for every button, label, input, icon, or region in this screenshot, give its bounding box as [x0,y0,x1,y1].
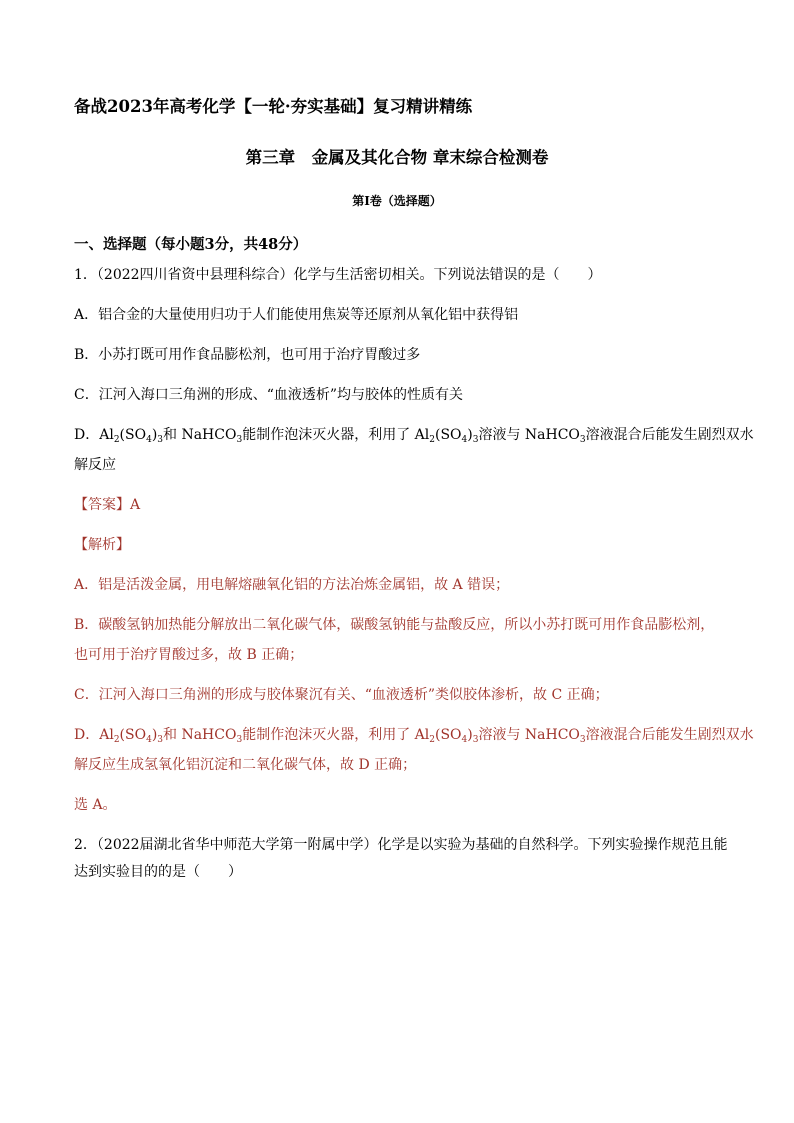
formula-text: ) [467,727,473,743]
question-1-option-b: B．小苏打既可用作食品膨松剂，也可用于治疗胃酸过多 [74,347,421,363]
subscript: 3 [157,435,164,445]
section-heading: 一、选择题（每小题3分，共48分） [74,236,308,253]
formula-text: 能制作泡沫灭火器，利用了 Al [242,727,430,743]
formula-text: 能制作泡沫灭火器，利用了 Al [242,427,430,443]
question-1-option-a: A．铝合金的大量使用归功于人们能使用焦炭等还原剂从氧化铝中获得铝 [74,307,519,323]
subscript: 3 [236,735,243,745]
formula-text: ) [151,427,158,443]
formula-text: 和 NaHCO [163,427,237,443]
subscript: 3 [236,435,243,445]
formula-text: ) [467,427,473,443]
conclusion: 选 A。 [74,797,117,813]
question-2-stem: 2．（2022届湖北省华中师范大学第一附属中学）化学是以实验为基础的自然科学。下列实验操作规范且能 [74,837,728,853]
formula-text: 溶液与 NaHCO [478,727,580,743]
volume-title: 第Ⅰ卷（选择题） [352,194,442,208]
chapter-title: 第三章 金属及其化合物 章末综合检测卷 [245,148,549,167]
subscript: 3 [472,435,479,445]
formula-text: 溶液与 NaHCO [478,427,580,443]
subscript: 2 [429,735,435,745]
formula-text: 和 NaHCO [163,727,237,743]
subscript: 2 [113,735,120,745]
question-2-stem-continued: 达到实验目的的是（ ） [74,864,242,880]
question-1-stem: 1．（2022四川省资中县理科综合）化学与生活密切相关。下列说法错误的是（ ） [74,267,602,283]
answer-label: 【答案】A [74,497,141,513]
subscript: 4 [461,735,468,745]
analysis-c: C．江河入海口三角洲的形成与胶体聚沉有关、“血液透析”类似胶体渗析，故 C 正确； [74,687,609,703]
formula-text: (SO [434,727,462,743]
subscript: 2 [113,435,120,445]
question-1-option-c: C．江河入海口三角洲的形成、“血液透析”均与胶体的性质有关 [74,387,464,403]
subscript: 4 [146,735,152,745]
formula-text: 溶液混合后能发生剧烈双水 [585,427,754,443]
formula-text: D．Al [74,727,114,743]
subscript: 3 [579,735,586,745]
formula-text: 溶液混合后能发生剧烈双水 [585,727,754,743]
formula-text: (SO [119,427,147,443]
formula-text: (SO [434,427,462,443]
subscript: 4 [146,435,152,445]
analysis-d [74,725,754,745]
analysis-b: B．碳酸氢钠加热能分解放出二氧化碳气体，碳酸氢钠能与盐酸反应，所以小苏打既可用作食品膨松剂， [74,617,715,633]
analysis-d-continued: 解反应生成氢氧化铝沉淀和二氧化碳气体，故 D 正确； [74,757,417,773]
analysis-b-continued: 也可用于治疗胃酸过多，故 B 正确； [74,647,304,663]
subscript: 3 [579,435,586,445]
subscript: 2 [429,435,435,445]
document-title: 备战2023年高考化学【一轮·夯实基础】复习精讲精练 [74,97,473,116]
formula-text: ) [151,727,158,743]
analysis-a: A．铝是活泼金属，用电解熔融氧化铝的方法冶炼金属铝，故 A 错误； [74,577,510,593]
subscript: 3 [157,735,164,745]
subscript: 3 [472,735,479,745]
question-1-option-d-continued: 解反应 [74,457,116,473]
subscript: 4 [461,435,468,445]
formula-text: (SO [119,727,147,743]
analysis-label: 【解析】 [74,537,130,553]
formula-text: D．Al [74,427,114,443]
question-1-option-d [74,425,754,445]
